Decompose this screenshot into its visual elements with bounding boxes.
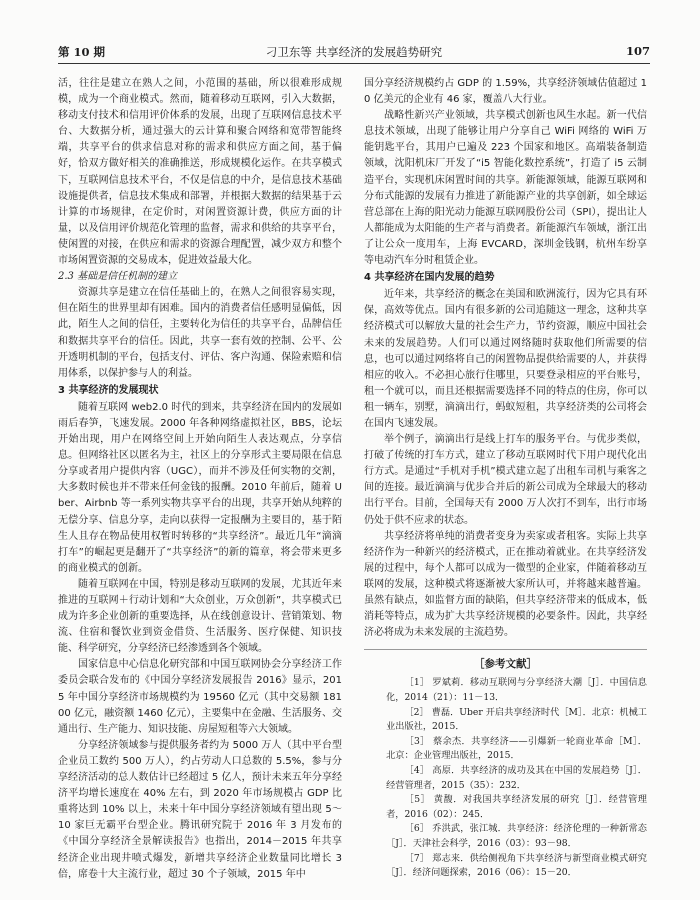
body-paragraph: 随着互联网 web2.0 时代的到来，共享经济在国内的发展如雨后春笋，飞速发展。2000 年各种网络虚拟社区，BBS，论坛开始出现，用户在网络空间上开始向陌生人表达观点，分享信息。但网络社区以匿名为主，社区上的分享形式主要局限在信息分享或者用户提供内容（UGC），而并不涉及任何实物的交割，大多数时候也并不带来任何金钱的报酬。2010 年前后，随着 Uber、Airbnb 等一系列实物共享平台的出现，共享开始从纯粹的无偿分享、信息分享，走向以获得一定报酬为主要目的，基于陌生人且存在物品使用权暂时转移的“共享经济”。最近几年“滴滴打车”的崛起更是翻开了“共享经济”的新的篇章，将会带来更多的商业模式的创新。 (58, 401, 342, 574)
left-column (58, 76, 342, 883)
body-paragraph: 国分享经济规模约占 GDP 的 1.59%，共享经济领域估值超过 10 亿美元的企业有 46 家，覆盖八大行业。 (364, 78, 647, 106)
right-column-body (364, 76, 647, 641)
reference-item: ［5］ 黄馥．对我国共享经济发展的研究［J］．经营管理者，2016（02）：245． (386, 794, 647, 820)
running-header (58, 44, 650, 62)
body-paragraph: 近年来，共享经济的概念在美国和欧洲流行，因为它具有环保，高效等优点。国内有很多新的公司追随这一理念，这种共享经济模式可以解放大量的社会生产力，节约资源，顺应中国社会未来的发展趋势。人们可以通过网络随时获取他们所需要的信息，也可以通过网络将自己的闲置物品提供给需要的人，并获得相应的收入。不必担心旅行住哪里，只要登录相应的平台账号，租一个就可以，而且还根据需要选择不同的特点的住房，你可以租一辆车，别墅，滴滴出行，蚂蚁短租，共享经济类的公司将会在国内飞速发展。 (364, 289, 647, 429)
body-paragraph: 随着互联网在中国，特别是移动互联网的发展，尤其近年来推进的互联网＋行动计划和“大众创业，万众创新”，共享模式已成为许多企业创新的重要选择，从在线创意设计、营销策划、物流、住宿和餐饮业到资金借贷、生活服务、医疗保健、知识技能、科学研究，分享经济已经渗透到各个领域。 (58, 578, 342, 655)
body-paragraph: 举个例子，滴滴出行是线上打车的服务平台。与优步类似，打破了传统的打车方式，建立了移动互联网时代下用户现代化出行方式。是通过“手机对手机”模式建立起了出租车司机与乘客之间的连接。最近滴滴与优步合并后的新公司成为全球最大的移动出行平台。目前，全国每天有 2000 万人次打不到车，出行市场仍处于供不应求的状态。 (364, 434, 647, 526)
body-paragraph: 国家信息中心信息化研究部和中国互联网协会分享经济工作委员会联合发布的《中国分享经济发展报告 2016》显示，2015 年中国分享经济市场规模约为 19560 亿元（其中交易额 18100 亿元，融资额 1460 亿元），主要集中在金融、生活服务、交通出行、生产能力、知识技能、房屋短租等六大领域。 (58, 659, 342, 735)
issue-label: 第 10 期 (58, 45, 106, 59)
reference-item: ［4］ 高原．共享经济的成功及其在中国的发展趋势［J］．经营管理者，2015（35）：232． (386, 764, 647, 791)
body-paragraph: 活，往往是建立在熟人之间，小范围的基础，所以很难形成规模，成为一个商业模式。然而，随着移动互联网，引入大数据，移动支付技术和信用评价体系的发展，出现了互联网信息技术平台、大数据分析，通过强大的云计算和聚合网络和宽带智能终端，共享平台的供求信息对称的需求和供应方面之间，基于偏好，恰双方做好相关的准确推送，形成规模化运作。在共享模式下，互联网信息技术平台，不仅是信息的中介，是信息技术基础设施提供者，信息技术集成和部署，并根据大数据的结果基于云计算的市场规律，在定价时，对闲置资源计费，供应方面的计量，以及信用评价规范化管理的监督，需求和供给的共享平台，使闲置的对接，在供应和需求的资源合理配置，减少双方和整个市场闲置资源的交易成本，促进效益最大化。 (58, 78, 342, 267)
header-rule (58, 63, 650, 64)
reference-item: ［2］ 曹磊．Uber 开启共享经济时代［M］．北京：机械工业出版社，2015． (386, 706, 647, 733)
right-column (364, 76, 647, 881)
running-title: 刁卫东等 共享经济的发展趋势研究 (265, 45, 443, 59)
reference-list (364, 676, 647, 880)
page-number: 107 (625, 44, 650, 58)
reference-item: ［6］ 乔洪武，张江城．共享经济：经济伦理的一种新常态［J］．天津社会科学，2016（03）：93－98． (386, 823, 647, 849)
section-heading: 4 共享经济在国内发展的趋势 (364, 272, 495, 284)
reference-item: ［1］ 罗斌莉．移动互联网与分享经济大潮［J］．中国信息化，2014（21）：11－13． (386, 677, 647, 703)
section-heading: 3 共享经济的发展现状 (58, 384, 159, 396)
reference-item: ［7］ 郑志来．供给侧视角下共享经济与新型商业模式研究［J］．经济问题探索，2016（06）：15－20． (386, 852, 647, 879)
body-paragraph: 战略性新兴产业领域，共享模式创新也风生水起。新一代信息技术领域，出现了能够让用户分享自己 WiFi 网络的 WiFi 万能钥匙平台，其用户已遍及 223 个国家和地区。高端装备制造领域，沈阳机床厂开发了“i5 智能化数控系统”，打造了 i5 云制造平台，实现机床闲置时间的共享。新能源领域，能源互联网和分布式能源的发展有力推进了新能源产业的共享创新，如全球运营总部在上海的阳光动力能源互联网股份公司（SPI），提出让人人都能成为太阳能的生产者与消费者。新能源汽车领域，浙江出了让公众一度用车，上海 EVCARD，深圳金钱钢，杭州车纷享等电动汽车分时租赁企业。 (364, 110, 647, 267)
body-paragraph: 分享经济领域参与提供服务者约为 5000 万人（其中平台型企业员工数约 500 万人），约占劳动人口总数的 5.5%，参与分享经济活动的总人数估计已经超过 5 亿人，预计未来五年分享经济平均增长速度在 40% 左右，到 2020 年市场规模占 GDP 比重将达到 10% 以上，未来十年中国分享经济领域有望出现 5～10 家巨无霸平台型企业。腾讯研究院于 2016 年 3 月发布的《中国分享经济全景解读报告》也指出，2014－2015 年共享经济企业出现井喷式爆发，新增共享经济企业数量同比增长 3 倍，席卷十大主流行业，超过 30 个子领域，2015 年中 (58, 739, 342, 880)
reference-item: ［3］ 蔡余杰．共享经济——引爆新一轮商业革命［M］．北京：企业管理出版社，2015． (386, 735, 647, 762)
references (364, 649, 647, 880)
references-title: ［参考文献］ (474, 658, 537, 671)
body-paragraph: 资源共享是建立在信任基础上的，在熟人之间很容易实现，但在陌生的世界里却有困难。国内的消费者信任感明显偏低，因此，陌生人之间的信任，主要转化为信任的共享平台，品牌信任和数据共享平台的信任。因此，共享一套有效的控制、公平、公开透明机制的平台，包括支付、评估、客户沟通、保险索赔和信用体系，以保护参与人的利益。 (58, 287, 342, 379)
body-paragraph: 共享经济将单纯的消费者变身为卖家或者租客。实际上共享经济作为一种新兴的经济模式，正在推动着就业。在共享经济发展的过程中，每个人都可以成为一微型的企业家，伴随着移动互联网的发展，这种模式将逐渐被大家所认可，并将越来越普遍。虽然有缺点，如监督方面的缺陷，但共享经济带来的低成本，低消耗等特点，成为扩大共享经济规模的必要条件。因此，共享经济必将成为未来发展的主流趋势。 (364, 530, 647, 639)
subsection-heading: 2.3 基础是信任机制的建立 (58, 271, 178, 283)
